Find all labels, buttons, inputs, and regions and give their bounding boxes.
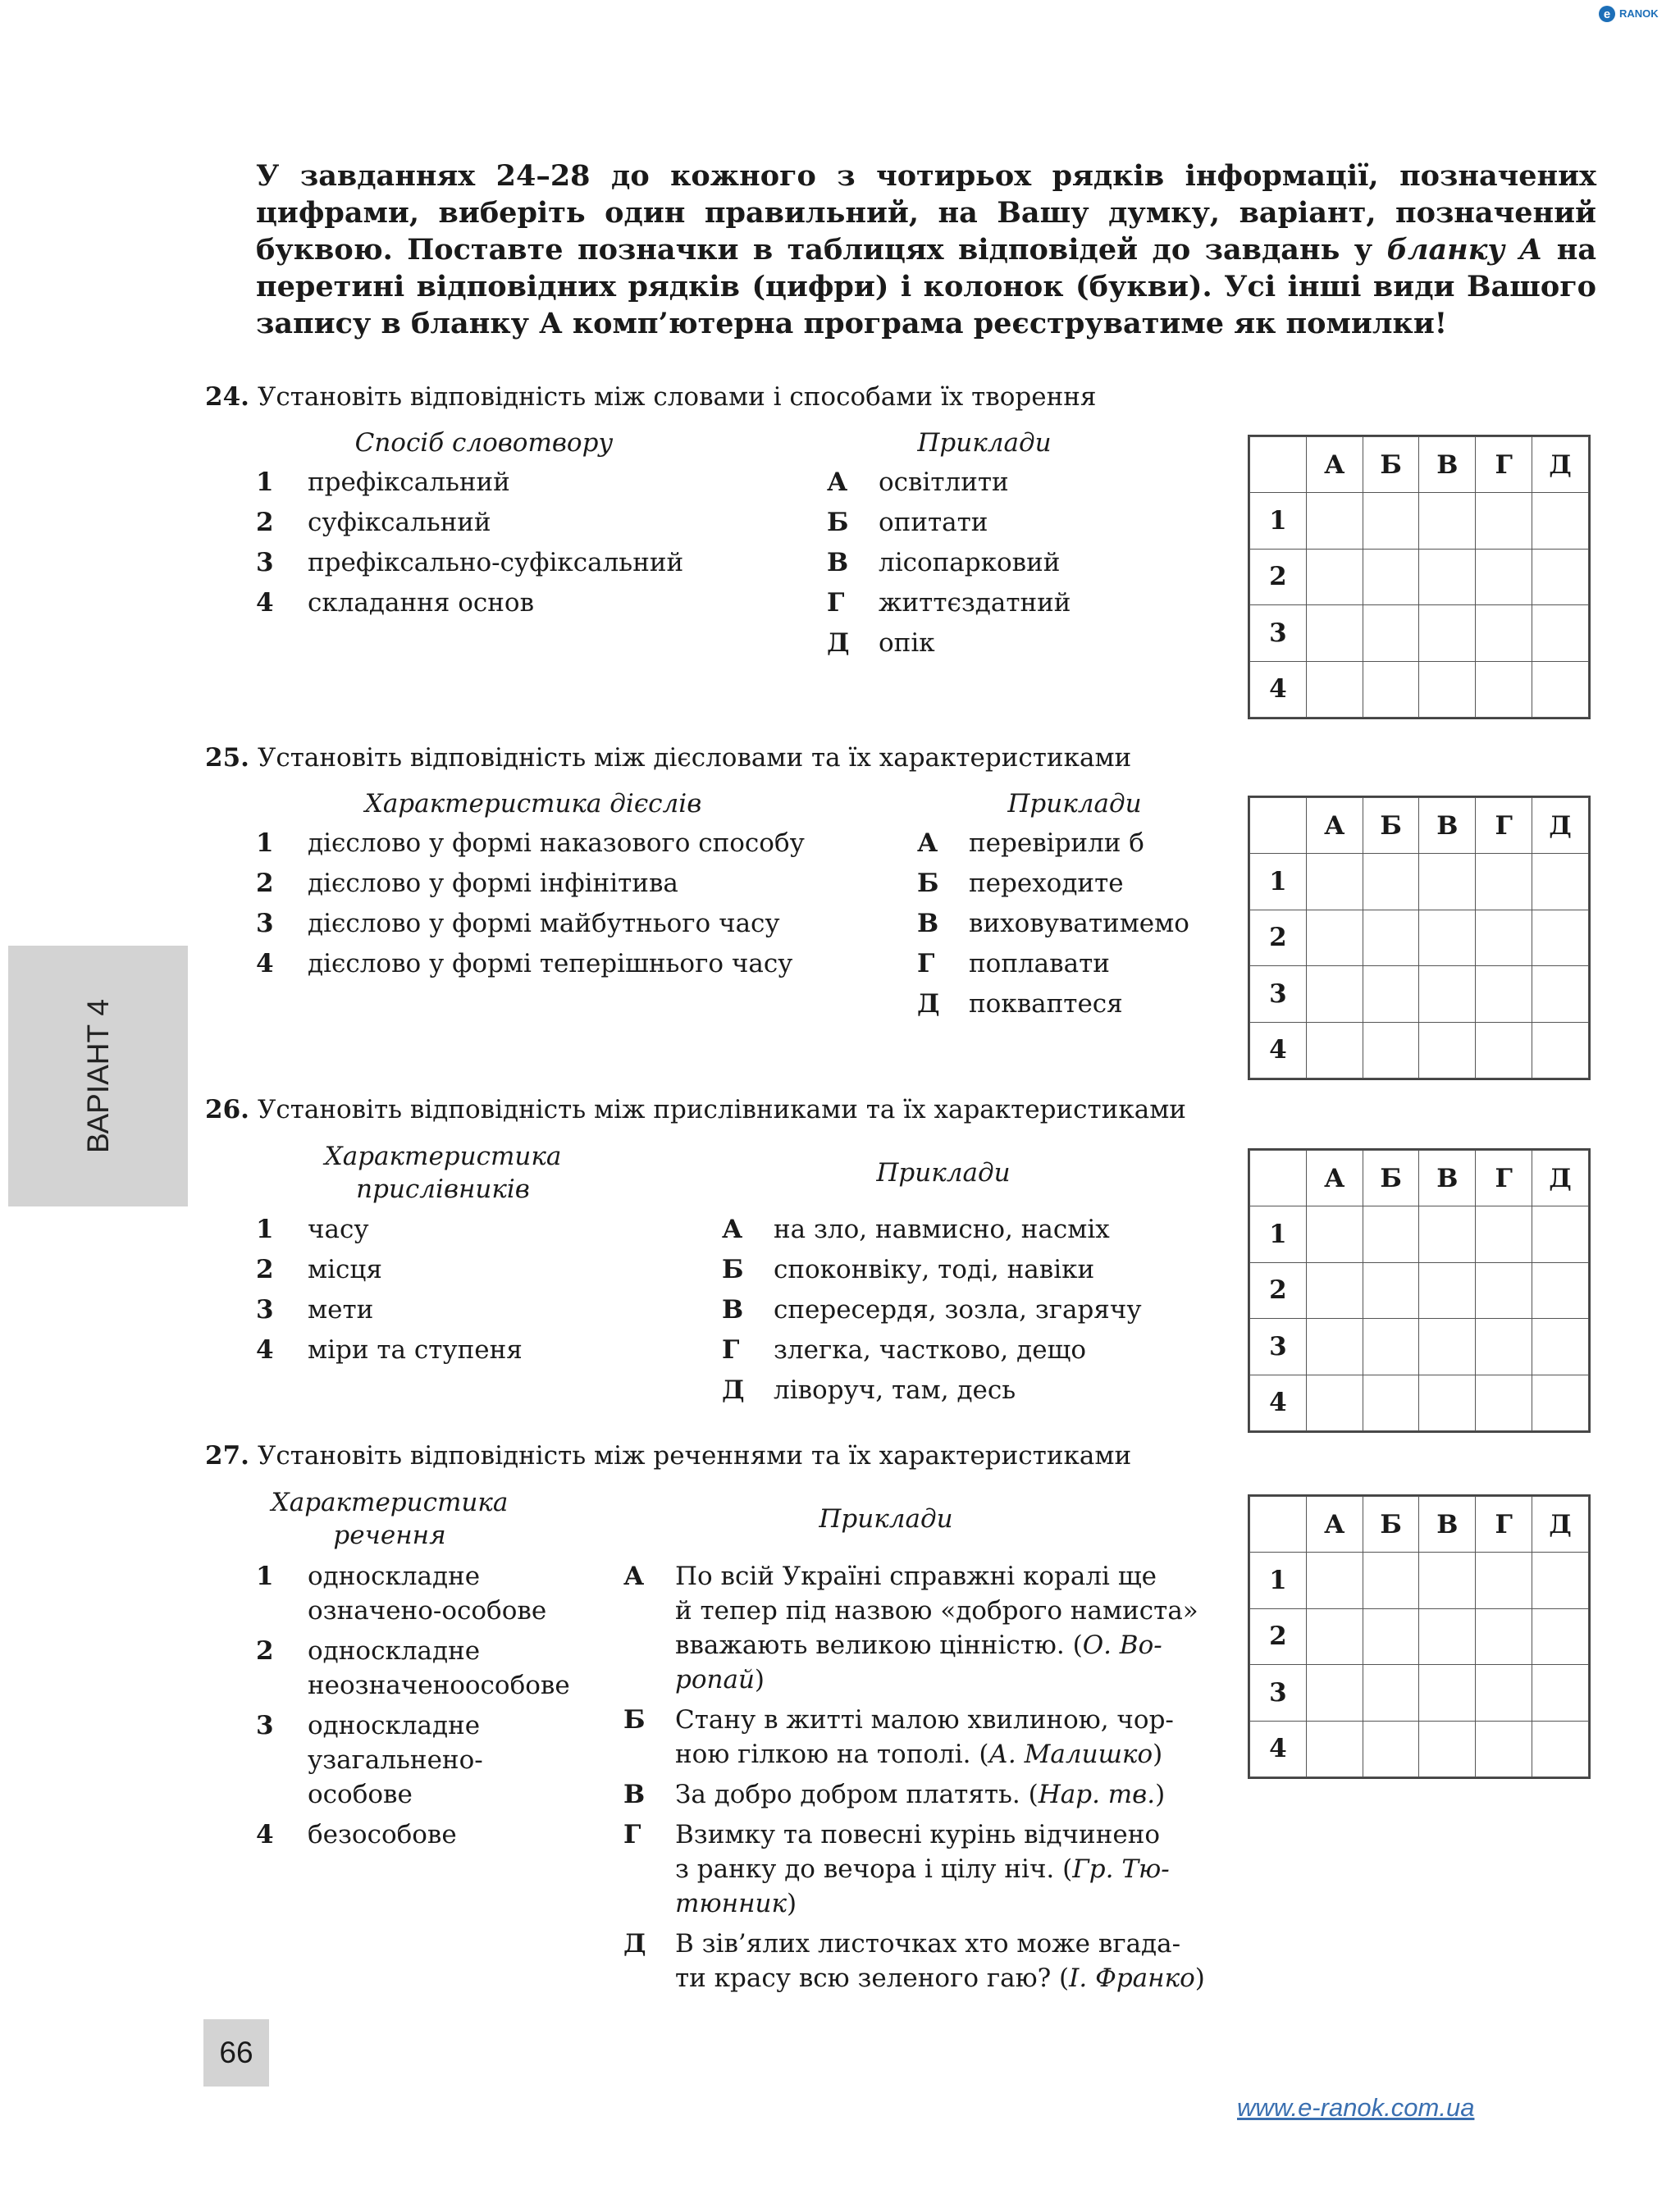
answer-cell[interactable]: [1476, 661, 1532, 717]
q27-left-header: речення: [333, 1521, 446, 1550]
q26-answer-grid: А Б В Г Д 1 2 3 4: [1248, 1148, 1591, 1433]
q26-right-text: спересердя, зозла, згарячу: [774, 1295, 1142, 1325]
answer-cell[interactable]: [1476, 1262, 1532, 1318]
answer-cell[interactable]: [1476, 966, 1532, 1022]
answer-cell[interactable]: [1532, 493, 1589, 549]
answer-cell[interactable]: [1532, 1608, 1589, 1664]
q26-right-letter: Д: [722, 1375, 745, 1405]
q25-left-text: дієслово у формі наказового способу: [308, 828, 805, 858]
q24-right-letter: В: [827, 548, 849, 577]
answer-cell[interactable]: [1419, 1665, 1476, 1721]
answer-cell[interactable]: [1363, 910, 1419, 965]
answer-cell[interactable]: [1363, 493, 1419, 549]
answer-cell[interactable]: [1476, 854, 1532, 910]
q25-left-num: 4: [256, 949, 274, 978]
q27-left-text: безособове: [308, 1820, 457, 1849]
q26-left-text: міри та ступеня: [308, 1335, 523, 1365]
answer-cell[interactable]: [1419, 1375, 1476, 1430]
answer-cell[interactable]: [1532, 661, 1589, 717]
answer-cell[interactable]: [1476, 1022, 1532, 1078]
q24-right-letter: Б: [827, 508, 849, 537]
q27-left-text: особове: [308, 1780, 413, 1809]
answer-cell[interactable]: [1306, 1206, 1363, 1262]
answer-cell[interactable]: [1306, 661, 1363, 717]
q27-left-text: односкладне: [308, 1562, 481, 1591]
q25-right-text: перевірили б: [969, 828, 1144, 858]
q26-left-num: 2: [256, 1255, 274, 1284]
answer-cell[interactable]: [1363, 1553, 1419, 1608]
answer-cell[interactable]: [1476, 1608, 1532, 1664]
q24-left-text: префіксальний: [308, 467, 510, 497]
q25-right-text: переходите: [969, 869, 1124, 898]
answer-cell[interactable]: [1476, 910, 1532, 965]
q25-left-num: 1: [256, 828, 274, 858]
answer-cell[interactable]: [1363, 1022, 1419, 1078]
q26-left-header: прислівників: [356, 1174, 530, 1204]
answer-cell[interactable]: [1363, 1206, 1419, 1262]
q27-right-letter: Д: [623, 1929, 646, 1959]
answer-cell[interactable]: [1306, 1375, 1363, 1430]
answer-cell[interactable]: [1532, 1375, 1589, 1430]
answer-cell[interactable]: [1306, 1665, 1363, 1721]
q26-right-letter: Г: [722, 1335, 740, 1365]
answer-cell[interactable]: [1363, 966, 1419, 1022]
answer-cell[interactable]: [1363, 549, 1419, 604]
q27-right-text: Стану в житті малою хвилиною, чор-: [675, 1705, 1174, 1735]
instructions: У завданнях 24–28 до кожного з чотирьох рядків інформації, позначених цифрами, виберіть один правильний, на Вашу думку, варіант, позначений буквою. Поставте позначки в таблицях відповідей до завдань у бланку А на перетині відповідних рядків (цифри) і колонок (букви). Усі інші види Вашого запису в бланку А комп’ютерна програма реєструватиме як помилки!: [256, 159, 1596, 340]
answer-cell[interactable]: [1306, 1022, 1363, 1078]
q24-right-header: Приклади: [917, 428, 1052, 458]
question-24-title: 24. Установіть відповідність між словами і способами їх творення: [205, 382, 1097, 412]
answer-cell[interactable]: [1419, 1206, 1476, 1262]
answer-cell[interactable]: [1306, 966, 1363, 1022]
q24-right-text: життєздатний: [879, 588, 1071, 618]
answer-cell[interactable]: [1419, 549, 1476, 604]
q27-right-text: вважають великою цінністю. (О. Во-: [675, 1630, 1162, 1660]
q27-left-num: 4: [256, 1820, 274, 1849]
q27-right-text: ною гілкою на тополі. (А. Малишко): [675, 1740, 1163, 1769]
q26-left-text: часу: [308, 1215, 369, 1244]
q27-left-text: означено-особове: [308, 1596, 547, 1626]
question-25-title: 25. Установіть відповідність між дієсловами та їх характеристиками: [205, 743, 1132, 773]
q27-right-letter: В: [623, 1780, 646, 1809]
answer-cell[interactable]: [1419, 1608, 1476, 1664]
q25-right-letter: А: [917, 828, 938, 858]
footer-link[interactable]: www.e-ranok.com.ua: [1237, 2093, 1475, 2122]
answer-cell[interactable]: [1363, 1319, 1419, 1375]
page-number: 66: [203, 2019, 269, 2087]
q24-right-text: освітлити: [879, 467, 1009, 497]
answer-cell[interactable]: [1363, 605, 1419, 661]
answer-cell[interactable]: [1532, 1721, 1589, 1776]
answer-cell[interactable]: [1306, 854, 1363, 910]
answer-cell[interactable]: [1532, 1022, 1589, 1078]
answer-cell[interactable]: [1419, 661, 1476, 717]
answer-cell[interactable]: [1419, 1262, 1476, 1318]
logo-text: RANOK: [1619, 7, 1659, 20]
q26-right-text: злегка, частково, дещо: [774, 1335, 1087, 1365]
q26-right-header: Приклади: [876, 1158, 1011, 1188]
answer-cell[interactable]: [1419, 1721, 1476, 1776]
answer-cell[interactable]: [1419, 1553, 1476, 1608]
q25-left-text: дієслово у формі інфінітива: [308, 869, 678, 898]
q26-right-letter: Б: [722, 1255, 744, 1284]
answer-cell[interactable]: [1363, 1608, 1419, 1664]
answer-cell[interactable]: [1476, 493, 1532, 549]
q27-left-header: Характеристика: [271, 1488, 509, 1517]
q27-right-text: По всій Україні справжні коралі ще: [675, 1562, 1157, 1591]
q27-left-text: односкладне: [308, 1711, 481, 1740]
q24-right-letter: А: [827, 467, 848, 497]
variant-label: ВАРІАНТ 4: [81, 999, 115, 1153]
q27-right-letter: Г: [623, 1820, 641, 1849]
q25-answer-grid: А Б В Г Д 1 2 3 4: [1248, 796, 1591, 1080]
answer-cell[interactable]: [1419, 854, 1476, 910]
answer-cell[interactable]: [1306, 910, 1363, 965]
answer-cell[interactable]: [1532, 1319, 1589, 1375]
answer-cell[interactable]: [1419, 605, 1476, 661]
q27-answer-grid: А Б В Г Д 1 2 3 4: [1248, 1494, 1591, 1779]
q27-right-text: В зів’ялих листочках хто може вгада-: [675, 1929, 1181, 1959]
answer-cell[interactable]: [1476, 605, 1532, 661]
q26-right-text: ліворуч, там, десь: [774, 1375, 1016, 1405]
q27-right-text: Взимку та повесні курінь відчинено: [675, 1820, 1161, 1849]
q25-right-letter: Д: [917, 989, 940, 1019]
q24-left-text: префіксально-суфіксальний: [308, 548, 684, 577]
answer-cell[interactable]: [1306, 1319, 1363, 1375]
answer-cell[interactable]: [1532, 1665, 1589, 1721]
q26-left-num: 4: [256, 1335, 274, 1365]
answer-cell[interactable]: [1532, 605, 1589, 661]
q24-left-num: 1: [256, 467, 274, 497]
answer-cell[interactable]: [1419, 1319, 1476, 1375]
q26-left-header: Характеристика: [324, 1142, 562, 1171]
question-26-title: 26. Установіть відповідність між прислівниками та їх характеристиками: [205, 1095, 1186, 1124]
answer-cell[interactable]: [1363, 1665, 1419, 1721]
q26-left-num: 1: [256, 1215, 274, 1244]
q24-answer-grid: А Б В Г Д 1 2 3 4: [1248, 435, 1591, 719]
answer-cell[interactable]: [1532, 1262, 1589, 1318]
answer-cell[interactable]: [1363, 1262, 1419, 1318]
q26-left-text: місця: [308, 1255, 382, 1284]
q26-right-text: на зло, навмисно, насміх: [774, 1215, 1110, 1244]
logo-e-icon: [1598, 5, 1618, 23]
q27-left-num: 3: [256, 1711, 274, 1740]
answer-cell[interactable]: [1476, 1206, 1532, 1262]
q25-right-text: поплавати: [969, 949, 1110, 978]
q27-left-num: 2: [256, 1636, 274, 1666]
q25-left-text: дієслово у формі теперішнього часу: [308, 949, 793, 978]
answer-cell[interactable]: [1363, 854, 1419, 910]
answer-cell[interactable]: [1476, 1721, 1532, 1776]
q24-right-letter: Д: [827, 628, 850, 658]
q27-right-header: Приклади: [819, 1504, 953, 1534]
q27-left-num: 1: [256, 1562, 274, 1591]
answer-cell[interactable]: [1532, 549, 1589, 604]
q24-left-num: 3: [256, 548, 274, 577]
q27-right-text: й тепер під назвою «доброго намиста»: [675, 1596, 1198, 1626]
answer-cell[interactable]: [1306, 493, 1363, 549]
answer-cell[interactable]: [1532, 1206, 1589, 1262]
variant-side-tab: [8, 946, 188, 1206]
q24-left-num: 4: [256, 588, 274, 618]
answer-cell[interactable]: [1532, 1553, 1589, 1608]
q24-right-letter: Г: [827, 588, 845, 618]
q24-left-num: 2: [256, 508, 274, 537]
answer-cell[interactable]: [1532, 910, 1589, 965]
q27-right-text: За добро добром платять. (Нар. тв.): [675, 1780, 1166, 1809]
answer-cell[interactable]: [1363, 661, 1419, 717]
q25-left-header: Характеристика дієслів: [364, 789, 702, 819]
answer-cell[interactable]: [1306, 549, 1363, 604]
answer-cell[interactable]: [1306, 1553, 1363, 1608]
answer-cell[interactable]: [1306, 1608, 1363, 1664]
answer-cell[interactable]: [1476, 1319, 1532, 1375]
q27-left-text: узагальнено-: [308, 1745, 483, 1775]
q26-right-letter: В: [722, 1295, 744, 1325]
q27-left-text: односкладне: [308, 1636, 481, 1666]
answer-cell[interactable]: [1476, 549, 1532, 604]
q24-left-header: Спосіб словотвору: [354, 428, 614, 458]
q25-left-num: 2: [256, 869, 274, 898]
answer-cell[interactable]: [1419, 1022, 1476, 1078]
answer-cell[interactable]: [1306, 1721, 1363, 1776]
answer-cell[interactable]: [1419, 966, 1476, 1022]
q27-right-text: ропай): [675, 1665, 765, 1694]
q25-left-num: 3: [256, 909, 274, 938]
answer-cell[interactable]: [1363, 1721, 1419, 1776]
q25-left-text: дієслово у формі майбутнього часу: [308, 909, 780, 938]
answer-cell[interactable]: [1419, 910, 1476, 965]
answer-cell[interactable]: [1476, 1553, 1532, 1608]
q27-left-text: неозначеноособове: [308, 1671, 570, 1700]
q24-right-text: лісопарковий: [879, 548, 1061, 577]
answer-cell[interactable]: [1419, 493, 1476, 549]
answer-cell[interactable]: [1363, 1375, 1419, 1430]
q27-right-letter: Б: [623, 1705, 646, 1735]
q27-right-text: з ранку до вечора і цілу ніч. (Гр. Тю-: [675, 1854, 1170, 1884]
q27-right-text: тюнник): [675, 1889, 797, 1918]
q25-right-letter: В: [917, 909, 939, 938]
q26-right-letter: А: [722, 1215, 743, 1244]
q25-right-text: покваптеся: [969, 989, 1123, 1019]
question-27-title: 27. Установіть відповідність між реченнями та їх характеристиками: [205, 1441, 1132, 1471]
answer-cell[interactable]: [1532, 854, 1589, 910]
q24-left-text: суфіксальний: [308, 508, 491, 537]
q26-left-text: мети: [308, 1295, 374, 1325]
answer-cell[interactable]: [1476, 1375, 1532, 1430]
q25-right-letter: Б: [917, 869, 939, 898]
q27-right-text: ти красу всю зеленого гаю? (І. Франко): [675, 1963, 1205, 1993]
answer-cell[interactable]: [1306, 605, 1363, 661]
q27-right-letter: А: [623, 1562, 645, 1591]
q24-right-text: опік: [879, 628, 935, 658]
answer-cell[interactable]: [1532, 966, 1589, 1022]
q25-right-header: Приклади: [1007, 789, 1142, 819]
answer-cell[interactable]: [1306, 1262, 1363, 1318]
publisher-logo: [1598, 5, 1675, 23]
q25-right-letter: Г: [917, 949, 935, 978]
q26-right-text: споконвіку, тоді, навіки: [774, 1255, 1095, 1284]
answer-cell[interactable]: [1476, 1665, 1532, 1721]
q25-right-text: виховуватимемо: [969, 909, 1189, 938]
q26-left-num: 3: [256, 1295, 274, 1325]
q24-right-text: опитати: [879, 508, 988, 537]
svg-text:e: e: [1603, 7, 1611, 21]
q24-left-text: складання основ: [308, 588, 535, 618]
